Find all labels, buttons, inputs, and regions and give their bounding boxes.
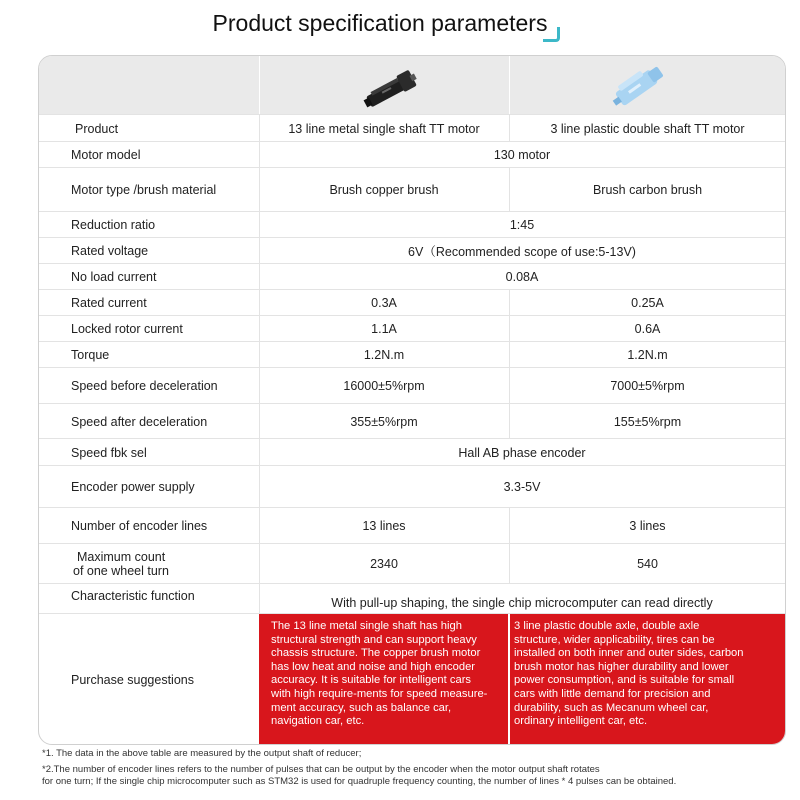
spec-value-metal: 2340 xyxy=(370,557,398,571)
label-divider xyxy=(259,264,260,290)
spec-value-metal: 13 line metal single shaft TT motor xyxy=(288,121,480,136)
suggestion-line: ment accuracy, such as balance car, xyxy=(271,701,452,714)
label-divider xyxy=(259,342,260,368)
footnote-1: *1. The data in the above table are measured by the output shaft of reducer; xyxy=(42,748,362,759)
purchase-suggestion-plastic xyxy=(510,614,785,745)
table-row xyxy=(39,341,785,368)
spec-value-metal: 13 lines xyxy=(362,519,406,533)
label-divider xyxy=(259,168,260,212)
label-divider xyxy=(259,544,260,584)
suggestion-line: The 13 line metal single shaft has high xyxy=(271,620,462,632)
suggestion-line: cars with little demand for precision and xyxy=(514,687,711,700)
table-row xyxy=(39,141,785,168)
row-label: Speed fbk sel xyxy=(71,445,147,460)
spec-value-plastic: 540 xyxy=(637,557,658,571)
spec-value-metal: Brush copper brush xyxy=(329,183,439,197)
table-row xyxy=(39,263,785,290)
table-row xyxy=(39,114,785,142)
suggestion-line: chassis structure. The copper brush motor xyxy=(271,647,481,660)
row-label: Speed before deceleration xyxy=(71,379,218,393)
spec-value-shared: 3.3-5V xyxy=(503,480,541,494)
suggestion-line: navigation car, etc. xyxy=(271,715,365,728)
row-label: Speed after deceleration xyxy=(71,414,208,429)
spec-value-shared: 6V（Recommended scope of use:5-13V) xyxy=(408,245,636,259)
row-label: Purchase suggestions xyxy=(71,672,194,687)
label-divider xyxy=(259,238,260,264)
table-row xyxy=(39,237,785,264)
spec-value-shared: 1:45 xyxy=(509,218,535,232)
label-divider xyxy=(259,115,260,142)
table-row xyxy=(39,211,785,238)
row-label: Characteristic function xyxy=(71,589,195,603)
row-label xyxy=(39,544,259,584)
row-label: Rated voltage xyxy=(71,244,149,258)
suggestion-line: 3 line plastic double axle, double axle xyxy=(514,620,700,632)
suggestion-line: has low heat and noise and high encoder xyxy=(271,660,476,673)
row-label-line: Maximum count xyxy=(77,550,166,564)
page-title: Product specification parameters xyxy=(212,10,548,36)
table-row xyxy=(39,465,785,508)
table-row xyxy=(39,167,785,212)
row-label: Product xyxy=(75,121,119,136)
suggestion-line: durability, such as Mecanum wheel car, xyxy=(514,701,709,714)
row-label: Reduction ratio xyxy=(71,218,156,232)
spec-value-metal: 1.2N.m xyxy=(363,348,405,362)
label-divider xyxy=(259,290,260,316)
footnote-2: *2.The number of encoder lines refers to the number of pulses that can be output by the encoder when the motor output shaft rotates xyxy=(42,764,600,775)
spec-value-metal: 1.1A xyxy=(371,322,397,336)
spec-value-shared: With pull-up shaping, the single chip microcomputer can read directly xyxy=(331,596,713,610)
spec-value-plastic: 1.2N.m xyxy=(627,348,668,362)
label-divider xyxy=(259,212,260,238)
suggestion-line: structural strength and can support heavy xyxy=(271,633,477,646)
spec-value-plastic: 7000±5%rpm xyxy=(610,379,685,393)
row-label: Motor type /brush material xyxy=(71,183,217,197)
row-label: Torque xyxy=(71,348,110,362)
row-label: Number of encoder lines xyxy=(71,519,208,533)
label-divider xyxy=(259,508,260,544)
table-row xyxy=(39,583,785,614)
spec-table xyxy=(38,55,786,745)
label-divider xyxy=(259,466,260,508)
spec-value-shared: 130 motor xyxy=(493,148,551,162)
spec-value-plastic: 0.6A xyxy=(634,322,661,336)
table-row xyxy=(39,403,785,439)
suggestion-line: with high require-ments for speed measure- xyxy=(271,687,488,700)
label-divider xyxy=(259,584,260,614)
table-row xyxy=(39,507,785,544)
table-row xyxy=(39,315,785,342)
spec-value-shared: Hall AB phase encoder xyxy=(458,445,586,460)
row-label: Locked rotor current xyxy=(71,322,183,336)
title-decoration-icon xyxy=(543,27,560,42)
purchase-suggestion-metal xyxy=(259,614,508,745)
suggestion-line: accuracy. It is suitable for intelligent cars xyxy=(271,674,472,687)
label-divider xyxy=(259,404,260,439)
row-label: No load current xyxy=(71,270,157,284)
table-row xyxy=(39,289,785,316)
spec-value-metal: 16000±5%rpm xyxy=(343,379,425,393)
spec-value-metal: 0.3A xyxy=(371,296,397,310)
spec-value-plastic: 0.25A xyxy=(631,296,664,310)
table-row xyxy=(39,543,785,584)
suggestion-line: power consumption, and is suitable for small xyxy=(514,674,735,687)
row-label: Motor model xyxy=(71,148,141,162)
spec-value-plastic: Brush carbon brush xyxy=(592,183,703,197)
suggestion-line: structure, wider applicability, tires can be xyxy=(514,633,715,646)
table-row xyxy=(39,367,785,404)
black-metal-tt-motor-icon xyxy=(361,64,421,112)
blue-plastic-tt-motor-icon xyxy=(609,60,669,112)
spec-value-metal: 355±5%rpm xyxy=(350,414,418,429)
footnote-3: for one turn; If the single chip microcomputer such as STM32 is used for quadruple frequency counting, the number of lines * 4 pulses can be obtained. xyxy=(42,776,677,787)
table-row xyxy=(39,438,785,466)
spec-value-plastic: 155±5%rpm xyxy=(613,414,682,429)
table-row xyxy=(39,613,785,745)
label-divider xyxy=(259,316,260,342)
suggestion-line: brush motor has higher durability and lower xyxy=(514,660,729,673)
suggestion-line: installed on both inner and outer sides, carbon xyxy=(514,647,744,660)
row-label: Rated current xyxy=(71,296,147,310)
spec-value-shared: 0.08A xyxy=(505,270,539,284)
spec-value-plastic: 3 line plastic double shaft TT motor xyxy=(550,121,745,136)
label-divider xyxy=(259,142,260,168)
table-header xyxy=(39,56,785,114)
row-label-line: of one wheel turn xyxy=(73,564,169,578)
spec-value-plastic: 3 lines xyxy=(629,519,666,533)
suggestion-line: ordinary intelligent car, etc. xyxy=(514,715,648,728)
row-label: Encoder power supply xyxy=(71,480,195,494)
label-divider xyxy=(259,439,260,466)
label-divider xyxy=(259,368,260,404)
